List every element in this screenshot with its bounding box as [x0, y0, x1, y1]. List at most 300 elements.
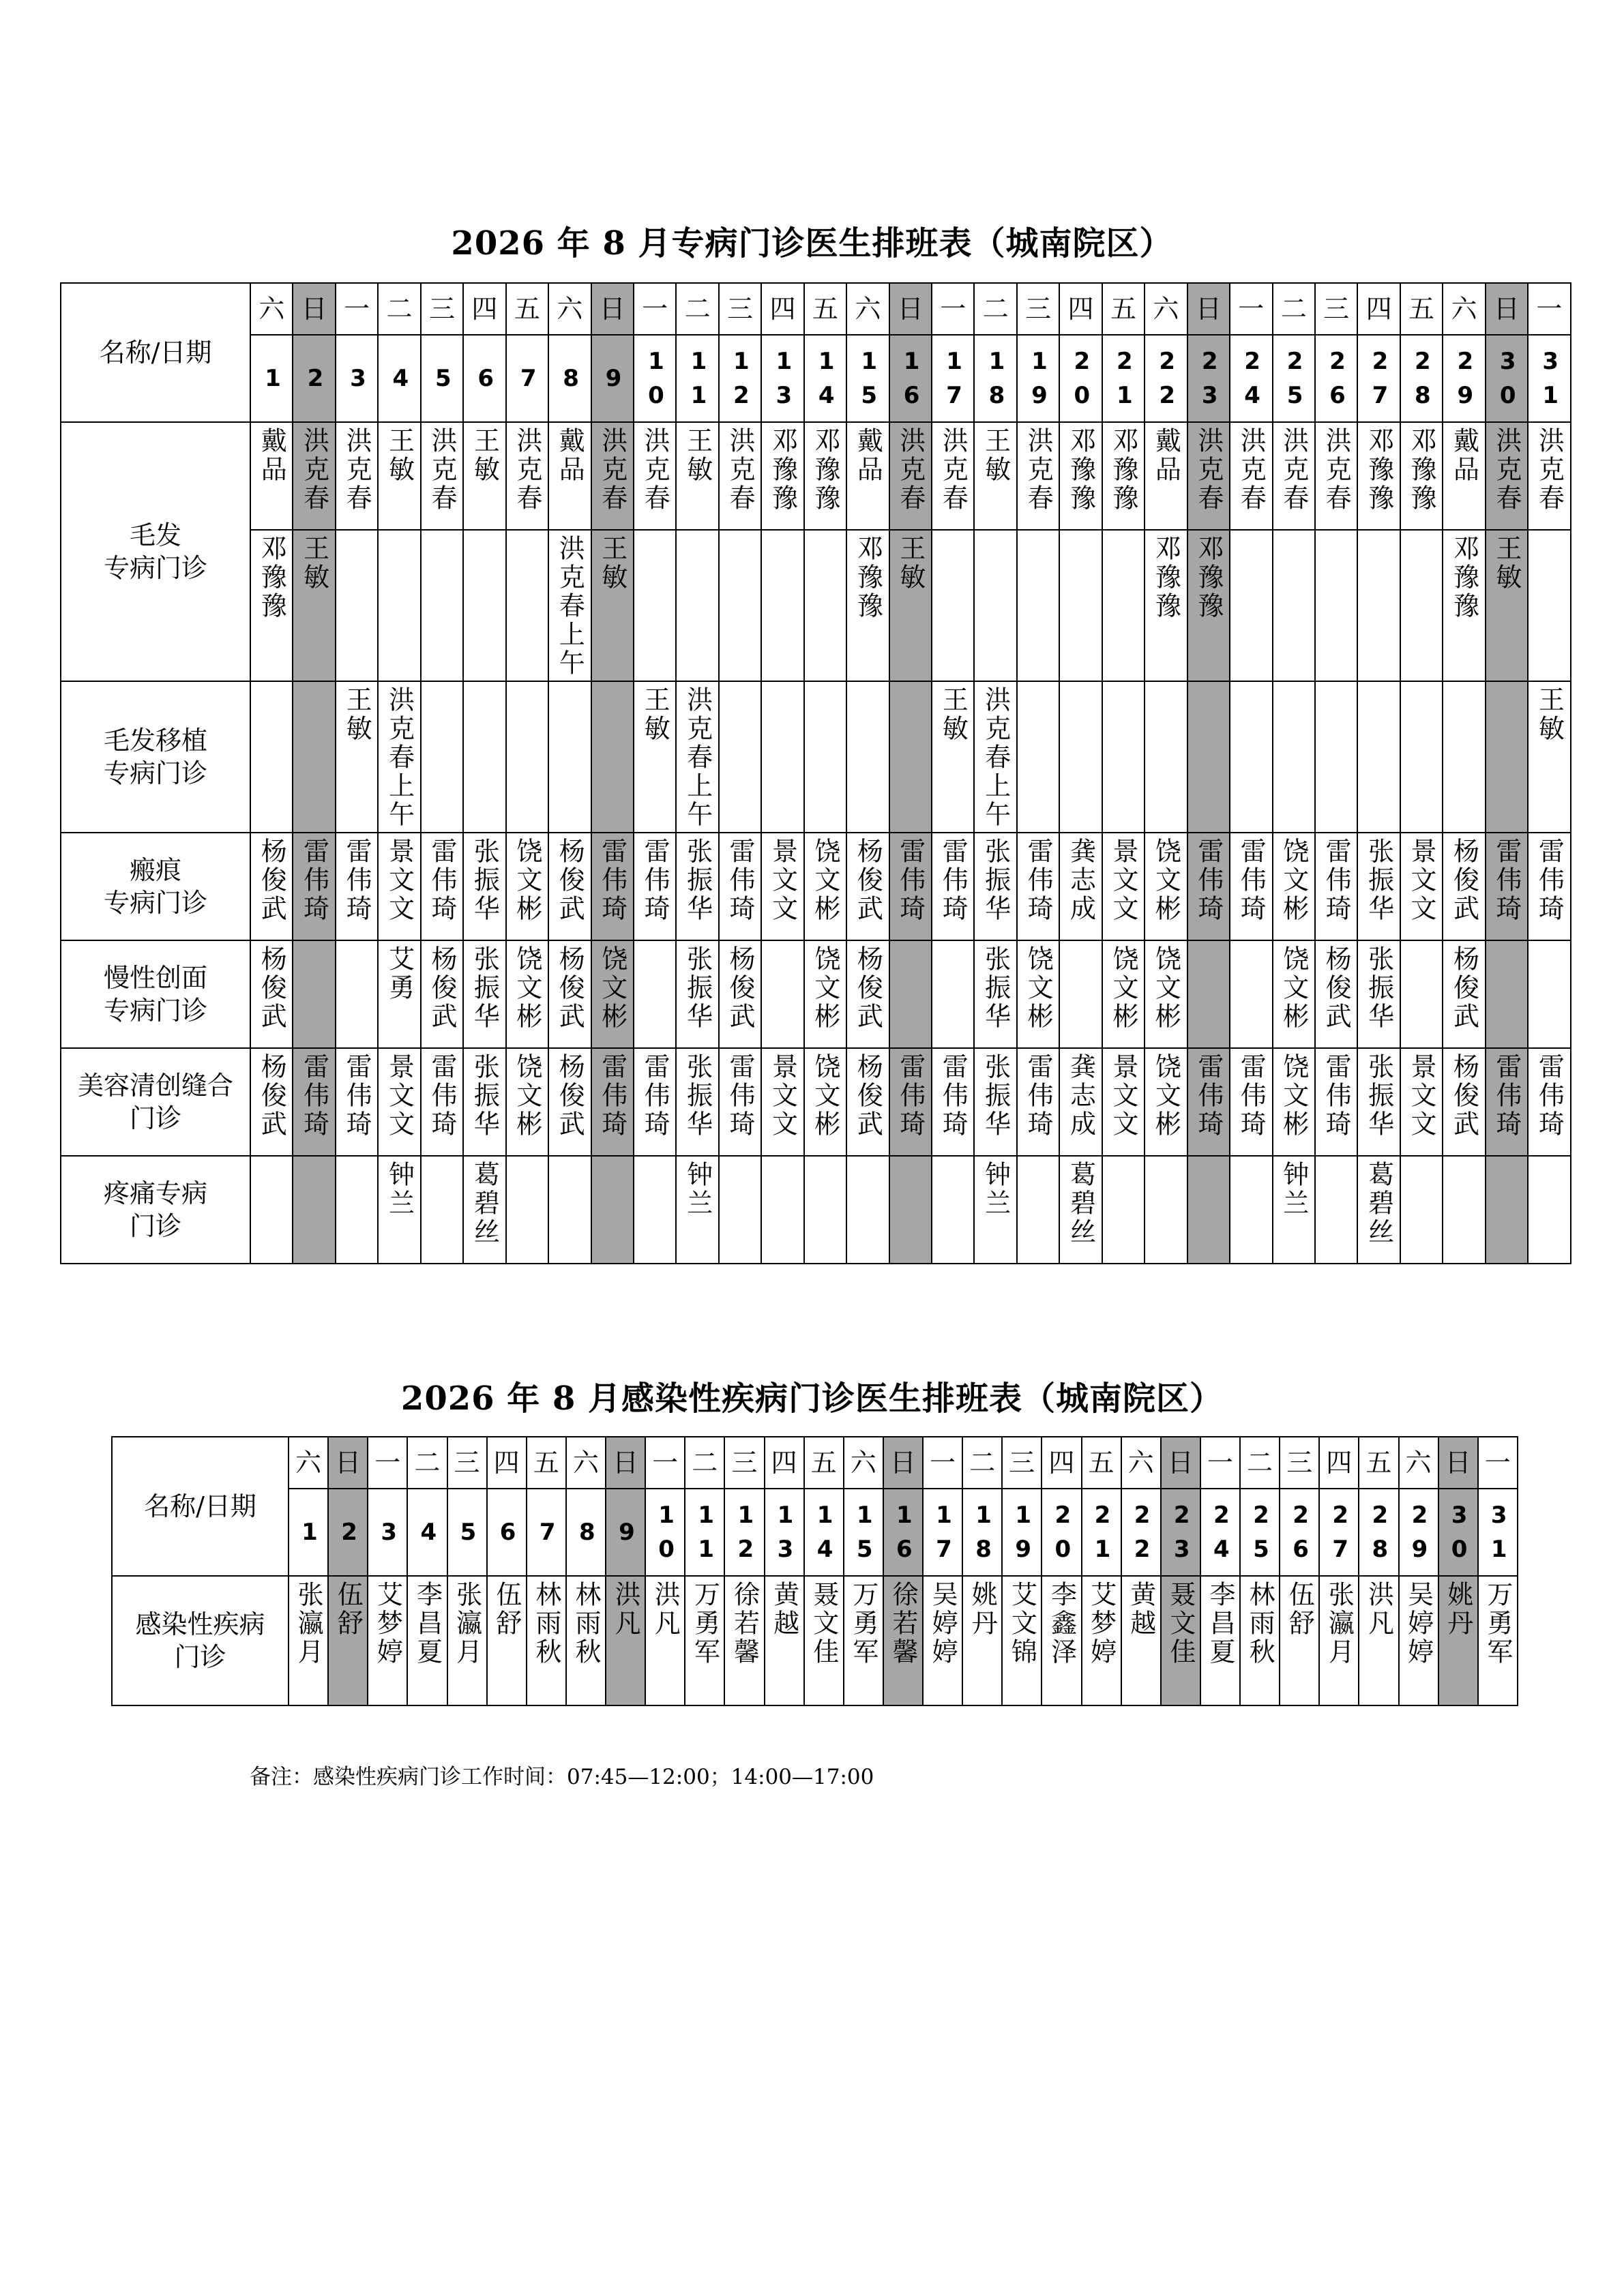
schedule-row: [61, 681, 1571, 833]
doctor-cell: [1017, 1156, 1059, 1264]
doctor-cell: [1273, 1156, 1315, 1264]
doctor-cell: [932, 681, 974, 833]
doctor-cell: [932, 1156, 974, 1264]
doctor-cell: [932, 422, 974, 530]
date-number: 9: [619, 1519, 635, 1546]
doctor-cell: [1082, 1576, 1121, 1705]
doctor-cell: [1230, 833, 1272, 940]
doctor-cell: [421, 940, 463, 1048]
doctor-cell: [378, 530, 420, 681]
doctor-cell: [844, 1576, 883, 1705]
doctor-cell: [463, 1048, 505, 1156]
weekday-cell: 六: [1145, 283, 1187, 335]
doctor-name: 张振华: [980, 945, 1011, 1031]
weekday-cell: 五: [1082, 1437, 1121, 1489]
date-number: 8: [578, 1519, 595, 1546]
doctor-cell: [804, 1048, 846, 1156]
doctor-cell: [719, 681, 761, 833]
doctor-cell: [846, 1156, 889, 1264]
doctor-name: 洪克春: [426, 427, 457, 513]
doctor-cell: [336, 940, 378, 1048]
doctor-name: 杨俊武: [555, 945, 585, 1031]
doctor-name: 艾文锦: [1007, 1581, 1037, 1667]
doctor-name: 钟兰: [1278, 1161, 1309, 1218]
weekday-cell: 日: [606, 1437, 645, 1489]
doctor-cell: [761, 833, 803, 940]
doctor-name: 洪克春: [1236, 427, 1267, 513]
date-cell: [566, 1489, 606, 1576]
doctor-cell: [591, 833, 634, 940]
doctor-cell: [548, 1156, 591, 1264]
doctor-name: 李昌夏: [412, 1581, 443, 1667]
doctor-cell: [1230, 422, 1272, 530]
doctor-cell: [1059, 681, 1102, 833]
weekday-cell: 日: [591, 283, 634, 335]
doctor-cell: [974, 530, 1016, 681]
doctor-cell: [591, 681, 634, 833]
date-cell: [1082, 1489, 1121, 1576]
doctor-cell: [1187, 530, 1230, 681]
weekday-cell: 三: [1315, 283, 1357, 335]
date-cell: [407, 1489, 447, 1576]
date-number: 12: [733, 348, 750, 409]
doctor-name: 饶文彬: [512, 837, 542, 923]
weekday-cell: 四: [1042, 1437, 1081, 1489]
doctor-name: 李昌夏: [1205, 1581, 1235, 1667]
weekday-cell: 六: [1399, 1437, 1438, 1489]
doctor-name: 邓豫豫: [1151, 535, 1181, 621]
doctor-name: 雷伟琦: [1023, 837, 1054, 923]
doctor-name: 王敏: [597, 535, 628, 592]
doctor-cell: [463, 681, 505, 833]
doctor-cell: [676, 940, 718, 1048]
weekday-cell: 四: [765, 1437, 804, 1489]
doctor-cell: [1230, 681, 1272, 833]
date-number: 27: [1372, 348, 1389, 409]
doctor-name: 戴品: [1151, 427, 1181, 484]
doctor-cell: [724, 1576, 764, 1705]
weekday-cell: 三: [421, 283, 463, 335]
doctor-cell: [889, 681, 932, 833]
date-cell: [1400, 335, 1443, 422]
doctor-name: 杨俊武: [426, 945, 457, 1031]
doctor-cell: [1161, 1576, 1200, 1705]
doctor-name: 雷伟琦: [597, 837, 628, 923]
weekday-cell: 二: [676, 283, 718, 335]
doctor-name: 戴品: [1449, 427, 1479, 484]
doctor-cell: [250, 1048, 293, 1156]
date-number: 14: [818, 348, 835, 409]
specialty-clinic-schedule-table: [60, 282, 1571, 1264]
doctor-cell: [1486, 833, 1528, 940]
doctor-name: 饶文彬: [1108, 945, 1138, 1031]
weekday-cell: 四: [463, 283, 505, 335]
doctor-cell: [719, 530, 761, 681]
date-cell: [1486, 335, 1528, 422]
doctor-cell: [293, 422, 335, 530]
date-number: 12: [737, 1502, 754, 1563]
date-number: 21: [1094, 1502, 1111, 1563]
doctor-name: 张振华: [682, 1053, 713, 1139]
doctor-name: 洪克春: [299, 427, 329, 513]
date-number: 20: [1054, 1502, 1072, 1563]
date-cell: [923, 1489, 962, 1576]
doctor-name: 雷伟琦: [1236, 1053, 1267, 1139]
weekday-cell: 一: [645, 1437, 685, 1489]
weekday-cell: 三: [719, 283, 761, 335]
doctor-cell: [506, 940, 548, 1048]
doctor-name: 洪克春: [1193, 427, 1224, 513]
doctor-name: 王敏: [342, 686, 372, 743]
schedule-row: [61, 1156, 1571, 1264]
doctor-name: 雷伟琦: [342, 1053, 372, 1139]
doctor-cell: [293, 1048, 335, 1156]
date-cell: [1230, 335, 1272, 422]
date-cell: [421, 335, 463, 422]
doctor-name: 林雨秋: [570, 1581, 601, 1667]
doctor-cell: [1486, 422, 1528, 530]
doctor-name: 洪克春上午: [555, 535, 585, 678]
doctor-cell: [804, 530, 846, 681]
doctor-cell: [889, 1048, 932, 1156]
weekday-cell: 日: [889, 283, 932, 335]
doctor-cell: [1059, 422, 1102, 530]
doctor-name: 洪克春: [725, 427, 756, 513]
doctor-cell: [1017, 940, 1059, 1048]
doctor-cell: [506, 833, 548, 940]
date-number: 18: [988, 348, 1005, 409]
date-number: 31: [1542, 348, 1559, 409]
date-number: 28: [1372, 1502, 1389, 1563]
doctor-cell: [506, 1156, 548, 1264]
doctor-cell: [250, 422, 293, 530]
doctor-name: 张振华: [469, 945, 500, 1031]
date-cell: [606, 1489, 645, 1576]
doctor-name: 杨俊武: [725, 945, 756, 1031]
doctor-cell: [719, 422, 761, 530]
doctor-name: 饶文彬: [1278, 945, 1309, 1031]
doctor-cell: [1273, 422, 1315, 530]
doctor-name: 雷伟琦: [597, 1053, 628, 1139]
doctor-cell: [336, 1156, 378, 1264]
doctor-cell: [1102, 1156, 1145, 1264]
weekday-cell: 六: [844, 1437, 883, 1489]
doctor-cell: [1059, 1156, 1102, 1264]
clinic-name: 毛发 专病门诊: [61, 422, 250, 681]
doctor-name: 戴品: [853, 427, 883, 484]
doctor-name: 雷伟琦: [299, 837, 329, 923]
weekday-cell: 一: [336, 283, 378, 335]
weekday-cell: 日: [1438, 1437, 1478, 1489]
date-cell: [1145, 335, 1187, 422]
doctor-cell: [336, 422, 378, 530]
doctor-cell: [1357, 422, 1400, 530]
doctor-name: 张振华: [980, 1053, 1011, 1139]
date-number: 15: [861, 348, 878, 409]
doctor-cell: [250, 833, 293, 940]
doctor-cell: [1059, 833, 1102, 940]
date-cell: [765, 1489, 804, 1576]
doctor-cell: [1273, 940, 1315, 1048]
doctor-cell: [1443, 530, 1485, 681]
date-cell: [328, 1489, 368, 1576]
doctor-name: 戴品: [555, 427, 585, 484]
doctor-cell: [1357, 833, 1400, 940]
weekday-cell: 二: [974, 283, 1016, 335]
doctor-name: 张振华: [469, 1053, 500, 1139]
doctor-name: 饶文彬: [597, 945, 628, 1031]
doctor-cell: [1102, 681, 1145, 833]
doctor-cell: [548, 422, 591, 530]
schedule-row: [112, 1576, 1518, 1705]
doctor-cell: [685, 1576, 724, 1705]
weekday-cell: 六: [289, 1437, 328, 1489]
date-cell: [1273, 335, 1315, 422]
date-cell: [1240, 1489, 1280, 1576]
doctor-name: 徐若馨: [729, 1581, 760, 1667]
doctor-cell: [1102, 833, 1145, 940]
doctor-cell: [846, 1048, 889, 1156]
doctor-name: 杨俊武: [853, 837, 883, 923]
doctor-cell: [1357, 530, 1400, 681]
weekday-cell: 六: [1443, 283, 1485, 335]
schedule-row: [61, 833, 1571, 940]
doctor-cell: [1145, 681, 1187, 833]
date-number: 3: [350, 365, 366, 392]
doctor-cell: [932, 833, 974, 940]
weekday-cell: 五: [1400, 283, 1443, 335]
doctor-name: 姚丹: [1443, 1581, 1473, 1638]
doctor-cell: [407, 1576, 447, 1705]
doctor-cell: [336, 530, 378, 681]
doctor-cell: [889, 1156, 932, 1264]
schedule-row: [61, 530, 1571, 681]
doctor-name: 洪克春: [938, 427, 969, 513]
doctor-name: 雷伟琦: [938, 1053, 969, 1139]
doctor-name: 雷伟琦: [1193, 837, 1224, 923]
date-cell: [1357, 335, 1400, 422]
doctor-name: 戴品: [256, 427, 287, 484]
doctor-cell: [368, 1576, 407, 1705]
date-number: 2: [341, 1519, 357, 1546]
weekday-cell: 六: [1121, 1437, 1161, 1489]
date-cell: [1399, 1489, 1438, 1576]
date-cell: [1315, 335, 1357, 422]
date-number: 25: [1286, 348, 1303, 409]
weekday-cell: 一: [1528, 283, 1570, 335]
doctor-name: 景文文: [767, 1053, 798, 1139]
doctor-cell: [634, 422, 676, 530]
doctor-cell: [889, 940, 932, 1048]
date-number: 19: [1015, 1502, 1031, 1563]
doctor-name: 洪克春上午: [980, 686, 1011, 829]
doctor-cell: [1102, 940, 1145, 1048]
weekday-cell: 日: [293, 283, 335, 335]
doctor-name: 景文文: [1108, 1053, 1138, 1139]
doctor-cell: [293, 833, 335, 940]
doctor-cell: [719, 1048, 761, 1156]
date-number: 16: [896, 1502, 913, 1563]
doctor-cell: [1528, 530, 1570, 681]
doctor-cell: [719, 940, 761, 1048]
date-cell: [1478, 1489, 1518, 1576]
doctor-name: 邓豫豫: [767, 427, 798, 513]
doctor-cell: [463, 422, 505, 530]
doctor-cell: [761, 681, 803, 833]
date-cell: [1102, 335, 1145, 422]
date-number: 26: [1293, 1502, 1309, 1563]
doctor-name: 龚志成: [1065, 1053, 1096, 1139]
doctor-cell: [1145, 422, 1187, 530]
doctor-name: 饶文彬: [512, 1053, 542, 1139]
doctor-cell: [293, 1156, 335, 1264]
date-number: 9: [605, 365, 622, 392]
doctor-cell: [676, 530, 718, 681]
date-number: 1: [265, 365, 281, 392]
doctor-name: 王敏: [1534, 686, 1565, 743]
doctor-name: 王敏: [938, 686, 969, 743]
doctor-name: 王敏: [682, 427, 713, 484]
weekday-cell: 三: [447, 1437, 487, 1489]
doctor-cell: [761, 940, 803, 1048]
doctor-cell: [804, 833, 846, 940]
doctor-cell: [250, 940, 293, 1048]
doctor-cell: [1273, 833, 1315, 940]
doctor-cell: [1443, 1156, 1485, 1264]
doctor-cell: [761, 1156, 803, 1264]
doctor-cell: [336, 833, 378, 940]
doctor-cell: [676, 681, 718, 833]
doctor-cell: [421, 1156, 463, 1264]
doctor-cell: [974, 1048, 1016, 1156]
date-cell: [645, 1489, 685, 1576]
date-cell: [889, 335, 932, 422]
date-cell: [1059, 335, 1102, 422]
date-cell: [1528, 335, 1570, 422]
weekday-cell: 日: [328, 1437, 368, 1489]
doctor-cell: [1315, 1156, 1357, 1264]
doctor-name: 林雨秋: [1245, 1581, 1275, 1667]
doctor-name: 艾梦婷: [1086, 1581, 1117, 1667]
date-number: 1: [301, 1519, 318, 1546]
date-number: 26: [1329, 348, 1346, 409]
doctor-cell: [1443, 1048, 1485, 1156]
doctor-cell: [634, 940, 676, 1048]
doctor-cell: [1145, 530, 1187, 681]
doctor-name: 王敏: [469, 427, 500, 484]
doctor-cell: [591, 1156, 634, 1264]
doctor-name: 张瀛月: [293, 1581, 324, 1667]
doctor-cell: [328, 1576, 368, 1705]
doctor-cell: [889, 530, 932, 681]
doctor-name: 洪克春上午: [682, 686, 713, 829]
weekday-cell: 日: [1161, 1437, 1200, 1489]
doctor-name: 饶文彬: [1151, 837, 1181, 923]
doctor-cell: [1315, 833, 1357, 940]
doctor-name: 雷伟琦: [895, 837, 926, 923]
doctor-name: 张振华: [682, 945, 713, 1031]
doctor-cell: [447, 1576, 487, 1705]
date-cell: [634, 335, 676, 422]
doctor-name: 邓豫豫: [1193, 535, 1224, 621]
doctor-cell: [1400, 681, 1443, 833]
doctor-name: 伍舒: [333, 1581, 364, 1638]
doctor-cell: [846, 940, 889, 1048]
doctor-name: 张振华: [469, 837, 500, 923]
date-cell: [293, 335, 335, 422]
infectious-disease-schedule-table: [111, 1436, 1518, 1706]
date-number: 6: [477, 365, 494, 392]
doctor-cell: [1319, 1576, 1359, 1705]
doctor-name: 景文文: [767, 837, 798, 923]
weekday-cell: 五: [527, 1437, 566, 1489]
doctor-cell: [293, 681, 335, 833]
doctor-cell: [591, 530, 634, 681]
weekday-cell: 三: [1017, 283, 1059, 335]
doctor-name: 雷伟琦: [342, 837, 372, 923]
weekday-cell: 五: [804, 283, 846, 335]
weekday-cell: 一: [923, 1437, 962, 1489]
doctor-name: 洪克春: [342, 427, 372, 513]
doctor-cell: [761, 530, 803, 681]
date-number: 24: [1213, 1502, 1230, 1563]
table1-title: 2026 年 8 月专病门诊医生排班表（城南院区）: [451, 224, 1173, 263]
doctor-name: 饶文彬: [1151, 1053, 1181, 1139]
doctor-cell: [804, 1576, 844, 1705]
doctor-cell: [1400, 1156, 1443, 1264]
doctor-cell: [1187, 940, 1230, 1048]
doctor-name: 杨俊武: [256, 945, 287, 1031]
doctor-cell: [421, 681, 463, 833]
weekday-cell: 二: [378, 283, 420, 335]
doctor-cell: [548, 530, 591, 681]
doctor-name: 雷伟琦: [1321, 1053, 1352, 1139]
doctor-cell: [1059, 940, 1102, 1048]
doctor-cell: [634, 681, 676, 833]
doctor-cell: [463, 940, 505, 1048]
doctor-name: 雷伟琦: [1491, 837, 1522, 923]
date-cell: [1187, 335, 1230, 422]
date-number: 10: [658, 1502, 675, 1563]
doctor-cell: [293, 940, 335, 1048]
date-cell: [804, 1489, 844, 1576]
date-number: 8: [563, 365, 579, 392]
weekday-cell: 二: [407, 1437, 447, 1489]
doctor-cell: [1187, 833, 1230, 940]
doctor-name: 雷伟琦: [1236, 837, 1267, 923]
weekday-cell: 四: [1357, 283, 1400, 335]
weekday-cell: 四: [487, 1437, 527, 1489]
doctor-name: 葛碧丝: [1363, 1161, 1394, 1247]
weekday-cell: 六: [566, 1437, 606, 1489]
date-number: 30: [1451, 1502, 1468, 1563]
date-number: 29: [1457, 348, 1474, 409]
doctor-cell: [1145, 1156, 1187, 1264]
doctor-name: 王敏: [980, 427, 1011, 484]
doctor-name: 黄越: [1125, 1581, 1156, 1638]
clinic-name: 疼痛专病 门诊: [61, 1156, 250, 1264]
weekday-cell: 四: [761, 283, 803, 335]
doctor-name: 张振华: [1363, 1053, 1394, 1139]
doctor-cell: [378, 1156, 420, 1264]
weekday-cell: 四: [1319, 1437, 1359, 1489]
date-number: 19: [1031, 348, 1048, 409]
doctor-name: 杨俊武: [1449, 945, 1479, 1031]
doctor-cell: [974, 940, 1016, 1048]
doctor-name: 洪克春: [895, 427, 926, 513]
date-cell: [1161, 1489, 1200, 1576]
weekday-cell: 一: [1478, 1437, 1518, 1489]
